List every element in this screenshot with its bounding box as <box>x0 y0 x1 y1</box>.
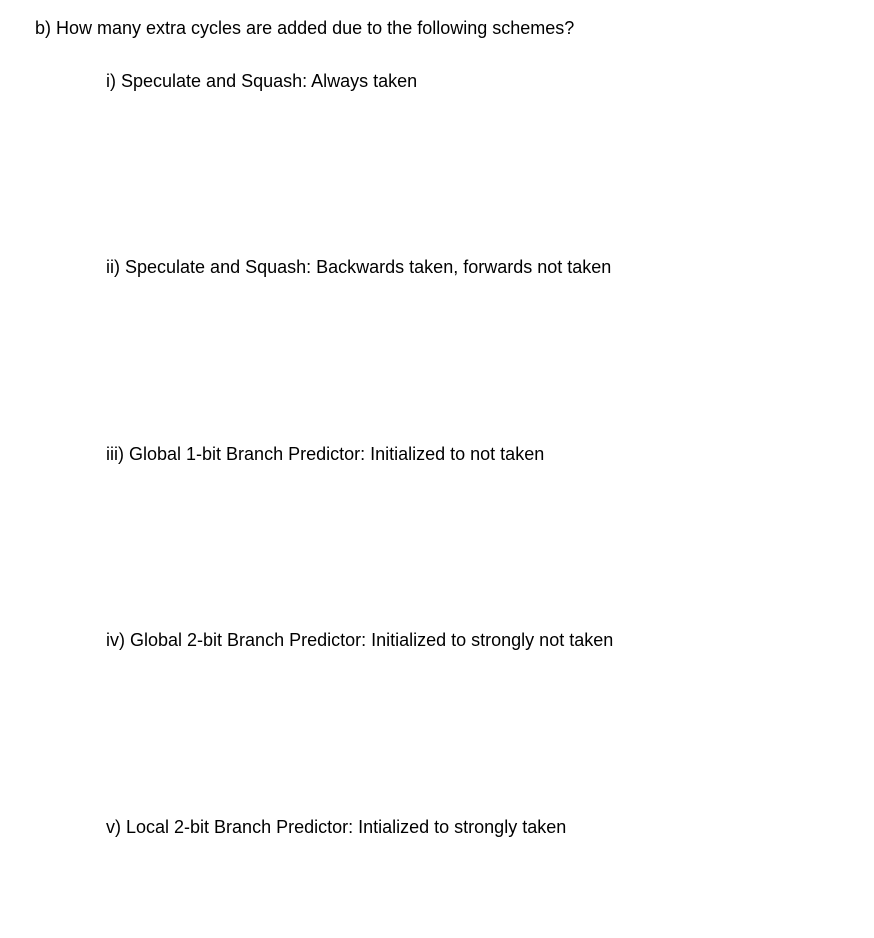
sub-question-v: v) Local 2-bit Branch Predictor: Intialized to strongly taken <box>106 817 567 837</box>
sub-question-iii: iii) Global 1-bit Branch Predictor: Initialized to not taken <box>106 444 545 464</box>
sub-question-iv: iv) Global 2-bit Branch Predictor: Initialized to strongly not taken <box>106 630 614 650</box>
question-heading: b) How many extra cycles are added due to the following schemes? <box>35 18 575 38</box>
sub-question-i: i) Speculate and Squash: Always taken <box>106 71 418 91</box>
sub-question-ii: ii) Speculate and Squash: Backwards taken, forwards not taken <box>106 257 612 277</box>
